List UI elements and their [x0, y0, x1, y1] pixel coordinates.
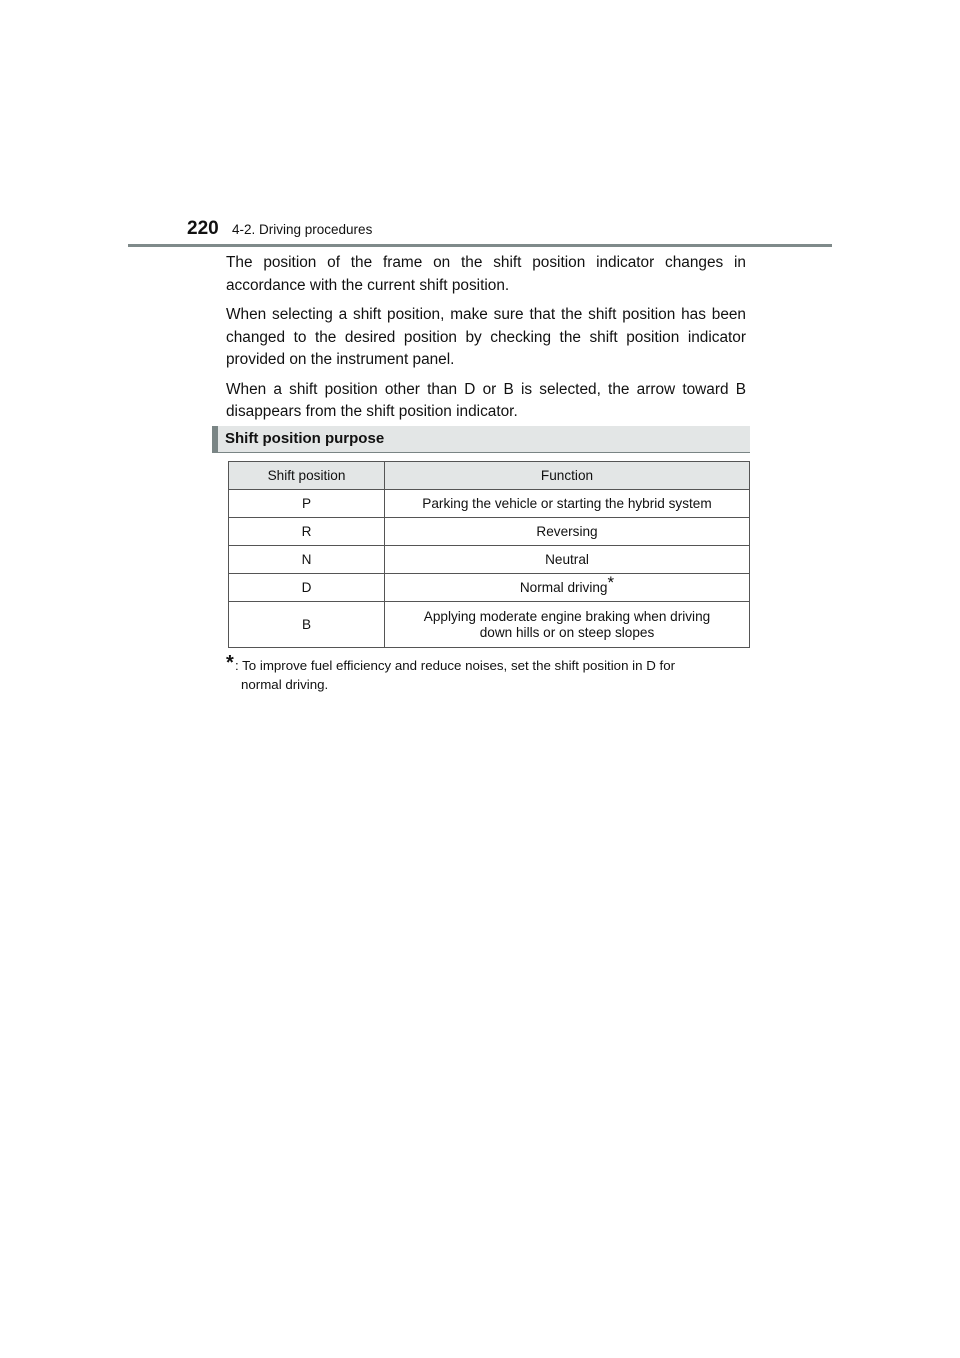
function-line-2: down hills or on steep slopes: [479, 624, 655, 640]
table-row: [229, 546, 750, 574]
function-text: Normal driving: [519, 579, 608, 595]
table-row: [229, 518, 750, 546]
subsection-heading: [212, 426, 750, 452]
cell-position: N: [229, 546, 385, 574]
section-title: 4-2. Driving procedures: [232, 222, 373, 237]
cell-position: R: [229, 518, 385, 546]
paragraph-2: When selecting a shift position, make sure that the shift position has been changed to the desired position by checking the shift position indicator provided on the instrument panel.: [226, 306, 746, 368]
cell-position: B: [229, 602, 385, 648]
subsection-title: Shift position purpose: [225, 430, 385, 447]
cell-function: Reversing: [385, 518, 750, 546]
table-row: [229, 490, 750, 518]
cell-position: P: [229, 490, 385, 518]
header-rule: [128, 244, 832, 247]
table-row: [229, 574, 750, 602]
cell-function: Neutral: [385, 546, 750, 574]
shift-position-table: [228, 461, 750, 648]
footnote-line-2: normal driving.: [241, 677, 329, 692]
function-line-1: Applying moderate engine braking when driving: [423, 608, 711, 624]
cell-position: D: [229, 574, 385, 602]
heading-bar: [212, 426, 218, 452]
table-header-row: [229, 462, 750, 490]
footnote: [226, 652, 748, 694]
paragraph-3: When a shift position other than D or B is selected, the arrow toward B disappears from the shift position indicator.: [226, 380, 746, 420]
page-number: 220: [187, 218, 219, 239]
page-header: [185, 216, 845, 246]
table-row: [229, 602, 750, 648]
footnote-line-1: : To improve fuel efficiency and reduce noises, set the shift position in D for: [235, 658, 676, 673]
cell-function: [385, 574, 750, 602]
footnote-marker: *: [607, 572, 615, 592]
cell-function: [385, 602, 750, 648]
header-function: Function: [385, 462, 750, 490]
footnote-star: *: [226, 652, 234, 674]
cell-function: Parking the vehicle or starting the hybrid system: [385, 490, 750, 518]
heading-underline: [212, 452, 750, 453]
header-shift-position: Shift position: [229, 462, 385, 490]
paragraph-1: The position of the frame on the shift position indicator changes in accordance with the current shift position.: [226, 254, 746, 294]
body-text: [226, 252, 746, 431]
